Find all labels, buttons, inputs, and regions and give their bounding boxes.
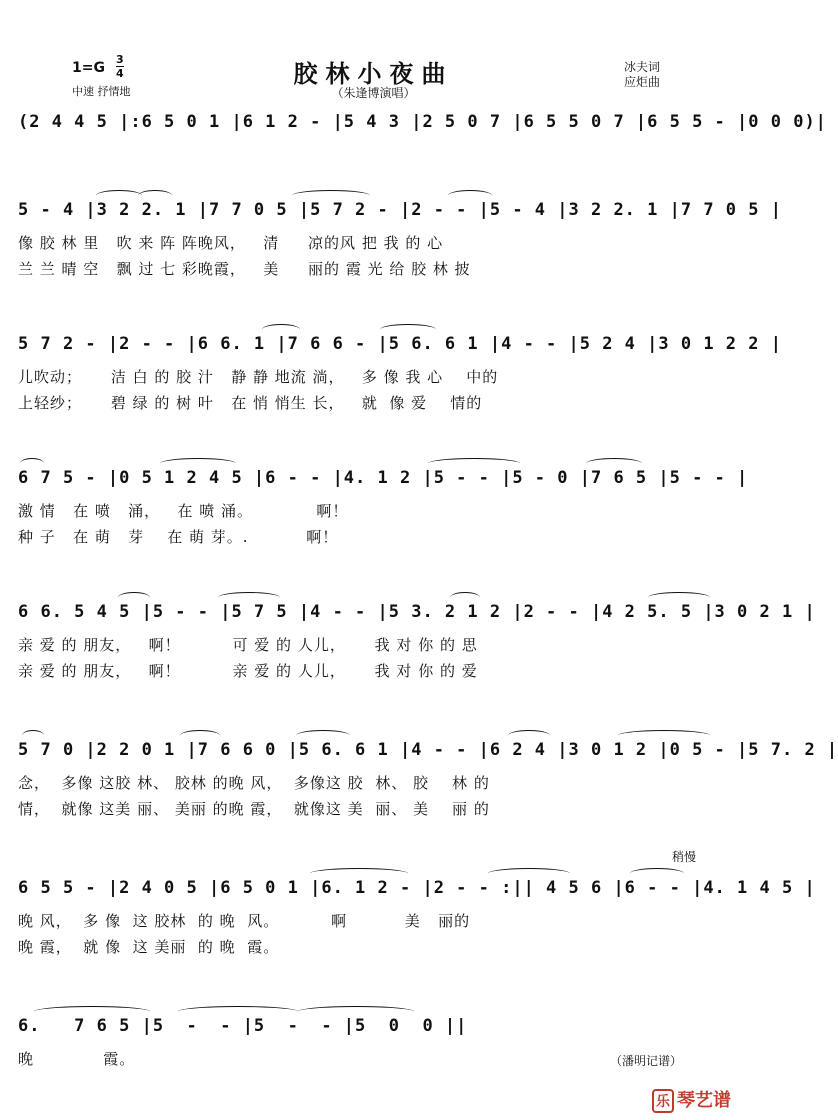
- song-title: 胶林小夜曲: [293, 59, 454, 88]
- lyric-verse-1: 儿吹动； 洁 白 的 胶 汁 静 静 地流 淌， 多 像 我 心 中的: [18, 368, 499, 386]
- singer-credit: （朱逢博演唱）: [331, 86, 416, 100]
- transcriber-credit: （潘明记谱）: [610, 1054, 683, 1068]
- lyric-verse-2: 种 子 在 萌 芽 在 萌 芽。. 啊！: [18, 528, 339, 546]
- notation-line: 5 7 2 - |2 - - |6 6. 1 |7 6 6 - |5 6. 6 1 |4 - - |5 2 4 |3 0 1 2 2 |: [18, 334, 782, 354]
- tempo-change-mark: 稍慢: [672, 850, 697, 864]
- lyric-verse-1: 像 胶 林 里 吹 来 阵 阵晚风， 清 凉的风 把 我 的 心: [18, 234, 444, 252]
- notation-line: 6. 7 6 5 |5 - - |5 - - |5 0 0 ||: [18, 1016, 468, 1036]
- composer-credit: 应炬曲: [624, 75, 661, 89]
- notation-line: 5 - 4 |3 2 2. 1 |7 7 0 5 |5 7 2 - |2 - - |5 - 4 |3 2 2. 1 |7 7 0 5 |: [18, 200, 782, 220]
- time-bottom: 4: [116, 67, 124, 80]
- notation-line: 6 5 5 - |2 4 0 5 |6 5 0 1 |6. 1 2 - |2 - - :|| 4 5 6 |6 - - |4. 1 4 5 |: [18, 878, 816, 898]
- lyric-verse-2: 晚 霞， 就 像 这 美丽 的 晚 霞。: [18, 938, 280, 956]
- tempo-mark: 中速 抒情地: [72, 85, 131, 98]
- notation-line: 6 7 5 - |0 5 1 2 4 5 |6 - - |4. 1 2 |5 - - |5 - 0 |7 6 5 |5 - - |: [18, 468, 749, 488]
- lyric-verse-1: 晚 霞。: [18, 1050, 136, 1068]
- lyric-verse-1: 晚 风， 多 像 这 胶林 的 晚 风。 啊 美 丽的: [18, 912, 471, 930]
- notation-line: 6 6. 5 4 5 |5 - - |5 7 5 |4 - - |5 3. 2 1 2 |2 - - |4 2 5. 5 |3 0 2 1 |: [18, 602, 816, 622]
- logo-icon: 乐: [652, 1089, 674, 1113]
- time-signature: [116, 54, 124, 79]
- lyric-verse-1: 激 情 在 喷 涌， 在 喷 涌。 啊！: [18, 502, 349, 520]
- lyric-verse-1: 念， 多像 这胶 林、 胶林 的晚 风， 多像这 胶 林、 胶 林 的: [18, 774, 490, 792]
- lyric-verse-2: 兰 兰 晴 空 飘 过 七 彩晚霞， 美 丽的 霞 光 给 胶 林 披: [18, 260, 471, 278]
- notation-line: (2 4 4 5 |:6 5 0 1 |6 1 2 - |5 4 3 |2 5 0 7 |6 5 5 0 7 |6 5 5 - |0 0 0)|: [18, 112, 827, 132]
- notation-line: 5 7 0 |2 2 0 1 |7 6 6 0 |5 6. 6 1 |4 - - |6 2 4 |3 0 1 2 |0 5 - |5 7. 2 |: [18, 740, 838, 760]
- lyric-verse-2: 上轻纱； 碧 绿 的 树 叶 在 悄 悄生 长， 就 像 爱 情的: [18, 394, 483, 412]
- lyric-verse-2: 情， 就像 这美 丽、 美丽 的晚 霞， 就像这 美 丽、 美 丽 的: [18, 800, 490, 818]
- time-top: 3: [116, 53, 124, 66]
- key-signature: 1=G: [72, 60, 105, 76]
- lyric-verse-1: 亲 爱 的 朋友， 啊！ 可 爱 的 人儿， 我 对 你 的 思: [18, 636, 478, 654]
- lyricist-credit: 冰夫词: [624, 60, 661, 74]
- lyric-verse-2: 亲 爱 的 朋友， 啊！ 亲 爱 的 人儿， 我 对 你 的 爱: [18, 662, 478, 680]
- site-logo: [652, 1086, 731, 1113]
- logo-text: 琴艺谱: [677, 1090, 731, 1111]
